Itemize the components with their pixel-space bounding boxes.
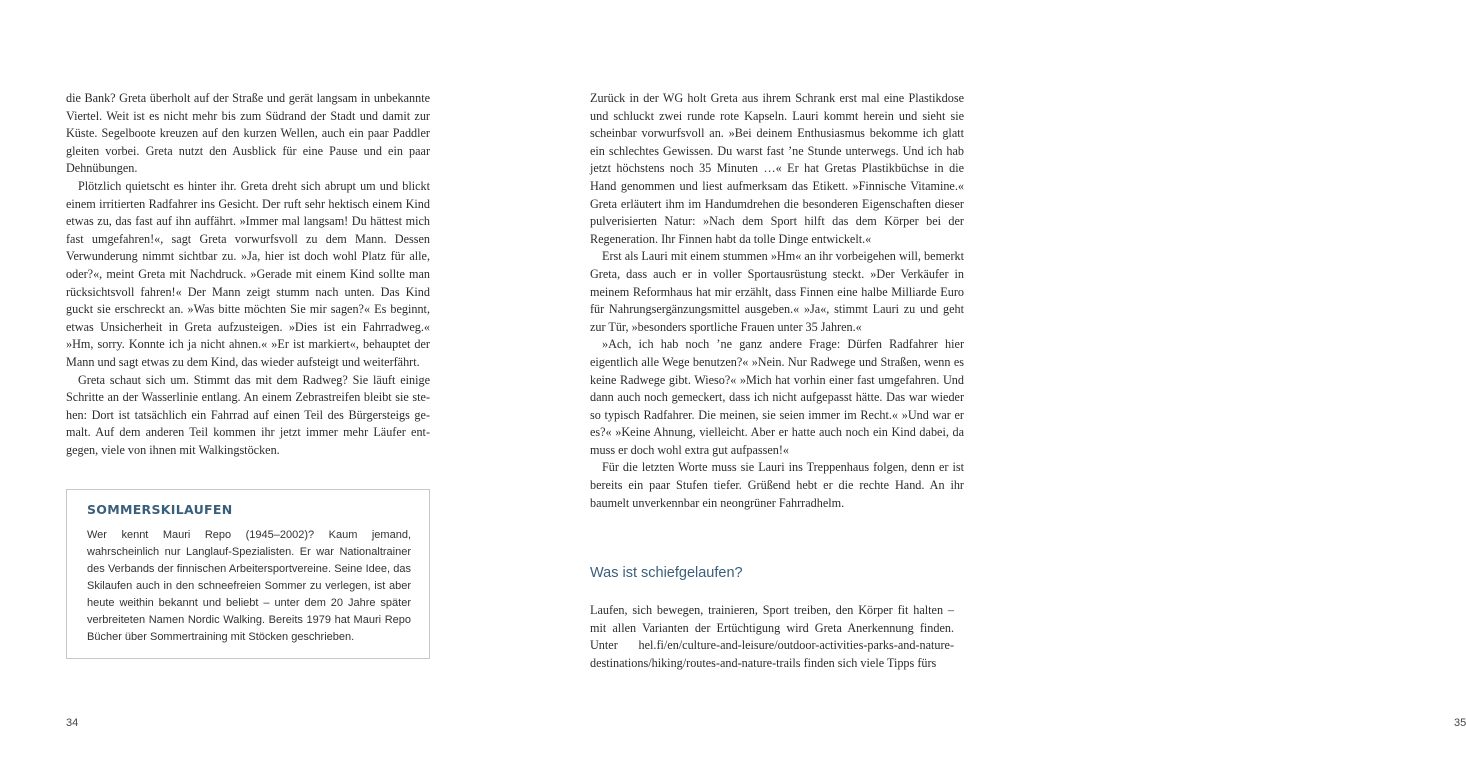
left-body-text bbox=[66, 90, 430, 459]
page-number: 35 bbox=[1454, 717, 1466, 729]
paragraph: Plötzlich quietscht es hinter ihr. Greta dreht sich abrupt um und blickt einem irritierten Radfahrer ins Gesicht. Der ruft sehr hektisch einem Kind etwas zu, das fast auf ihn auffährt. »Immer mal langsam! Du hättest mich fast umgefahren!«, sagt Greta vorwurfsvoll zu dem Mann. Dessen Verwunderung nimmt sichtbar zu. »Ja, hier ist doch wohl Platz für alle, oder?«, meint Greta mit Nachdruck. »Gerade mit einem Kind sollte man rücksichtsvoll fahren!« Der Mann zeigt stumm nach unten. Das Kind guckt sie erschreckt an. »Was bitte möchten Sie mir sagen?« Es beginnt, etwas Unsicherheit in Greta aufzusteigen. »Dies ist ein Fahrradweg.« »Hm, sorry. Konnte ich ja nicht ahnen.« »Er ist markiert«, behauptet der Mann und sagt etwas zu dem Kind, das wieder aufsteigt und weiterfährt. bbox=[66, 178, 430, 369]
page-number: 34 bbox=[66, 717, 79, 729]
paragraph: Laufen, sich bewegen, trainieren, Sport treiben, den Körper fit halten – mit allen Varianten der Ertüchtigung wird Greta Anerkennung finden. Unter hel.fi/en/culture-and-leisure/outdoor-activities-parks-and-nature-destinations/hiking/routes-and-nature-trails finden sich viele Tipps fürs bbox=[590, 603, 954, 670]
info-box bbox=[66, 489, 430, 659]
paragraph: »Ach, ich hab noch ’ne ganz andere Frage: Dürfen Radfahrer hier eigentlich alle Wege benutzen?« »Nein. Nur Radwege und Straßen, wenn es keine Radwege gibt. Wieso?« »Mich hat vorhin einer fast umgefahren. Und dann auch noch gemeckert, dass ich nicht aufgepasst hätte. Das war wieder so typisch Radfahrer. Die meinen, sie seien immer im Recht.« »Und war er es?« »Keine Ahnung, vielleicht. Aber er hatte auch noch ein Kind dabei, da muss er doch wohl extra gut aufpassen!« bbox=[590, 337, 964, 457]
info-box-text: Wer kennt Mauri Repo (1945–2002)? Kaum jemand, wahrscheinlich nur Langlauf-Spezialisten. Er war Nationaltrainer des Verbands der finnischen Arbeitersportvereine. Seine Idee, das Skilaufen auch in den schneefreien Sommer zu verlegen, ist aber heute weithin bekannt und beliebt – unter dem 20 Jahre später verbreiteten Namen Nordic Walking. Bereits 1979 hat Mauri Repo Bücher über Sommertraining mit Stöcken geschrieben. bbox=[87, 529, 411, 643]
section-body-text bbox=[590, 602, 954, 672]
paragraph: Greta schaut sich um. Stimmt das mit dem Radweg? Sie läuft einige Schritte an der Wasserlinie entlang. An einem Zebrastreifen bleibt sie stehen: Dort ist tatsächlich ein Fahrrad auf einen Teil des Bürgersteigs gemalt. Auf dem anderen Teil kommen ihr jetzt immer mehr Läufer entgegen, viele von ihnen mit Walkingstöcken. bbox=[66, 372, 430, 457]
right-body-text bbox=[590, 90, 964, 512]
section-heading: Was ist schiefgelaufen? bbox=[590, 565, 743, 581]
paragraph: Zurück in der WG holt Greta aus ihrem Schrank erst mal eine Plastikdose und schluckt zwei runde rote Kapseln. Lauri kommt herein und sieht sie scheinbar vorwurfsvoll an. »Bei deinem Enthusiasmus bekomme ich glatt ein schlechtes Gewissen. Du warst fast ’ne Stunde unterwegs. Und ich hab jetzt höchstens noch 35 Minuten …« Er hat Gretas Plastikbüchse in die Hand genommen und liest aufmerksam das Etikett. »Finnische Vitamine.« Greta erläutert ihm im Handumdrehen die besonderen Eigenschaften dieser pulverisierten Natur: »Nach dem Sport hilft das dem Körper bei der Regeneration. Ihr Finnen habt da tolle Dinge entwickelt.« bbox=[590, 91, 964, 246]
info-box-title: SOMMERSKILAUFEN bbox=[87, 502, 233, 517]
paragraph: die Bank? Greta überholt auf der Straße und gerät langsam in unbekannte Viertel. Weit ist es nicht mehr bis zum Südrand der Stadt und damit zur Küste. Segelboote kreuzen auf den kurzen Wellen, auch ein paar Paddler gleiten vorbei. Greta nutzt den Ausblick für eine Pause und ein paar Dehnübungen. bbox=[66, 91, 430, 176]
paragraph: Für die letzten Worte muss sie Lauri ins Treppenhaus folgen, denn er ist bereits ein paar Stufen tiefer. Grüßend hebt er die rechte Hand. An ihr baumelt unverkennbar ein neongrüner Fahrradhelm. bbox=[590, 460, 964, 510]
paragraph: Erst als Lauri mit einem stummen »Hm« an ihr vorbeigehen will, bemerkt Greta, dass auch er in voller Sportausrüstung steckt. »Der Verkäufer in meinem Reformhaus hat mir erzählt, dass Finnen eine halbe Milliarde Euro für Nahrungsergänzungsmittel ausgeben.« »Ja«, stimmt Lauri zu und geht zur Tür, »besonders sportliche Frauen unter 35 Jahren.« bbox=[590, 249, 964, 334]
left-page bbox=[0, 0, 510, 765]
